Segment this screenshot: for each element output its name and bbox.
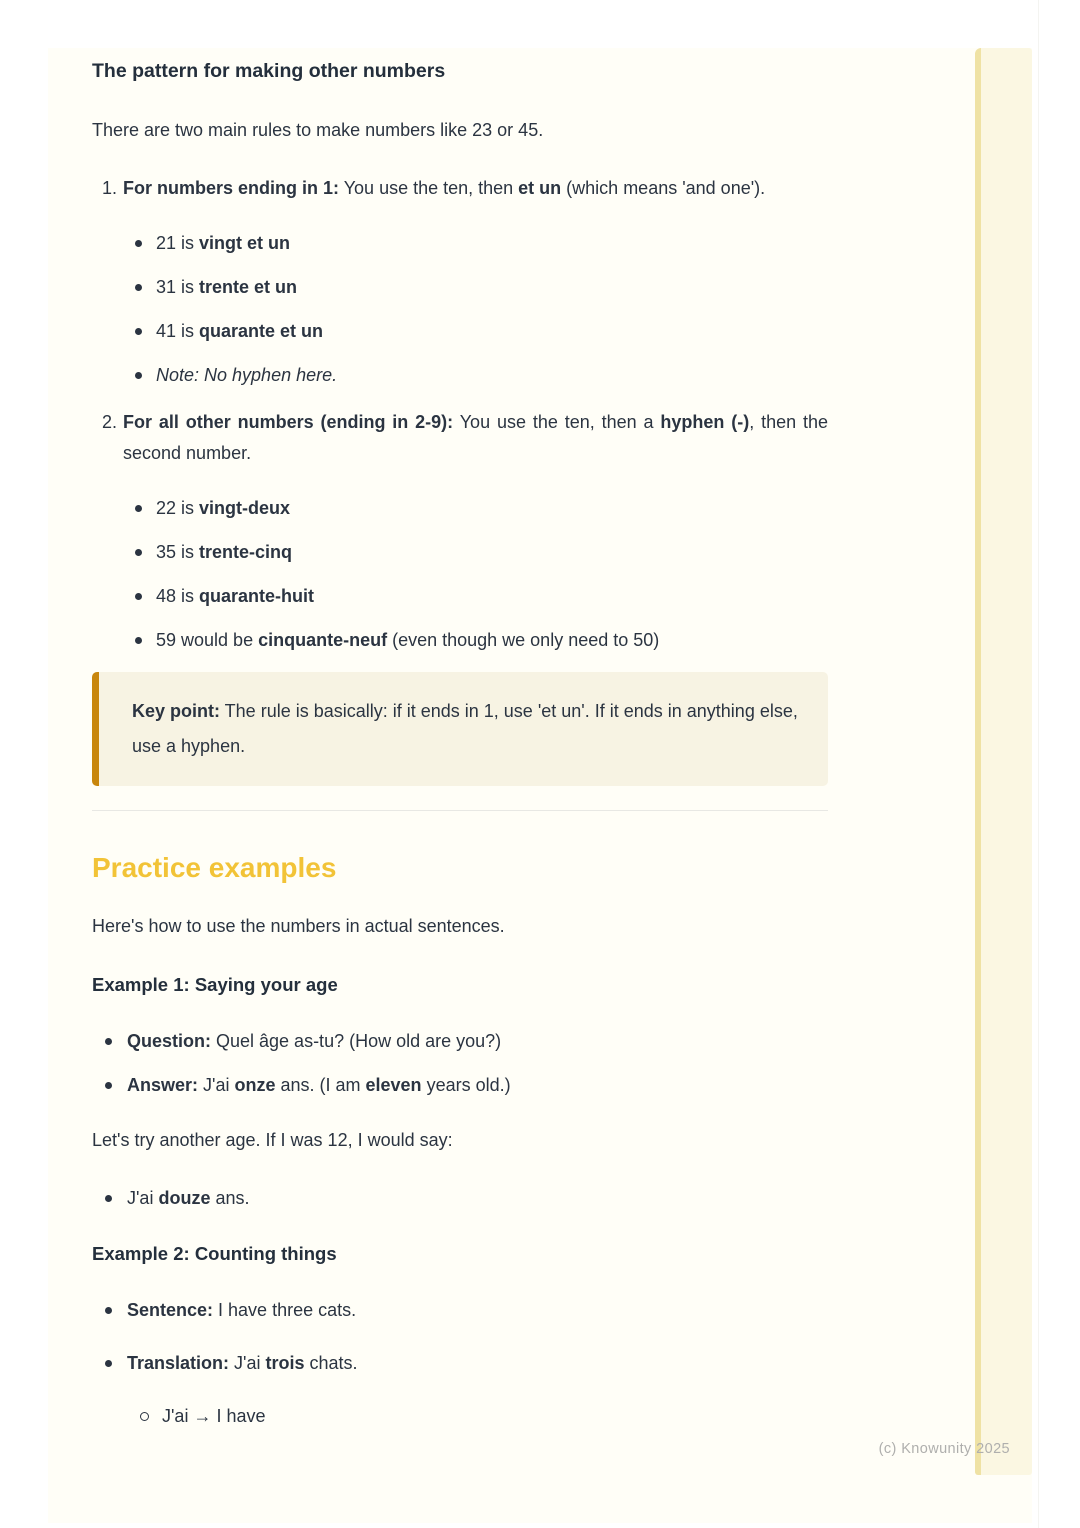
- example-2-heading: Example 2: Counting things: [92, 1243, 337, 1264]
- list-item: 35 is trente-cinq: [123, 537, 828, 568]
- example-1-followup-paragraph: Let's try another age. If I was 12, I would say:: [92, 1130, 453, 1150]
- translation-breakdown-list: [127, 1401, 828, 1432]
- translation-text: Translation: J'ai trois chats.: [127, 1353, 358, 1373]
- right-accent-stripe: [975, 48, 1032, 1475]
- list-item: 41 is quarante et un: [123, 316, 828, 347]
- list-item: 21 is vingt et un: [123, 228, 828, 259]
- key-point-callout: [92, 672, 828, 786]
- list-item: 48 is quarante-huit: [123, 581, 828, 612]
- rules-ordered-list: [92, 173, 828, 656]
- list-item: J'ai → I have: [127, 1401, 828, 1432]
- pattern-section-heading: The pattern for making other numbers: [92, 60, 446, 82]
- list-item: Question: Quel âge as-tu? (How old are you?): [92, 1026, 828, 1057]
- list-item: Sentence: I have three cats.: [92, 1295, 828, 1326]
- rule-item-1: [92, 173, 828, 391]
- list-item: Note: No hyphen here.: [123, 360, 828, 391]
- example-1-list: [92, 1026, 828, 1101]
- list-item: 22 is vingt-deux: [123, 493, 828, 524]
- rule-2-examples-list: [123, 493, 828, 656]
- rule-1-examples-list: [123, 228, 828, 391]
- list-item: 59 would be cinquante-neuf (even though we only need to 50): [123, 625, 828, 656]
- document-content: [92, 48, 828, 1456]
- list-item: [92, 1348, 828, 1432]
- rule-2-text: For all other numbers (ending in 2-9): You use the ten, then a hyphen (-), then the second number.: [123, 412, 828, 463]
- document-page: [48, 48, 1032, 1523]
- section-divider: [92, 810, 828, 811]
- list-item: 31 is trente et un: [123, 272, 828, 303]
- example-1-heading: Example 1: Saying your age: [92, 974, 338, 995]
- practice-intro-paragraph: Here's how to use the numbers in actual sentences.: [92, 916, 505, 936]
- pattern-intro-paragraph: There are two main rules to make numbers like 23 or 45.: [92, 120, 544, 140]
- page-edge-line: [1038, 0, 1039, 1528]
- rule-item-2: [92, 407, 828, 656]
- practice-section-heading: Practice examples: [92, 852, 337, 883]
- list-item: Answer: J'ai onze ans. (I am eleven years old.): [92, 1070, 828, 1101]
- rule-1-text: For numbers ending in 1: You use the ten, then et un (which means 'and one').: [123, 178, 766, 198]
- list-item: J'ai douze ans.: [92, 1183, 828, 1214]
- example-2-list: [92, 1295, 828, 1432]
- example-1-followup-list: [92, 1183, 828, 1214]
- copyright-watermark: (c) Knowunity 2025: [878, 1441, 1010, 1457]
- key-point-text: Key point: The rule is basically: if it ends in 1, use 'et un'. If it ends in anything else, use a hyphen.: [132, 701, 798, 756]
